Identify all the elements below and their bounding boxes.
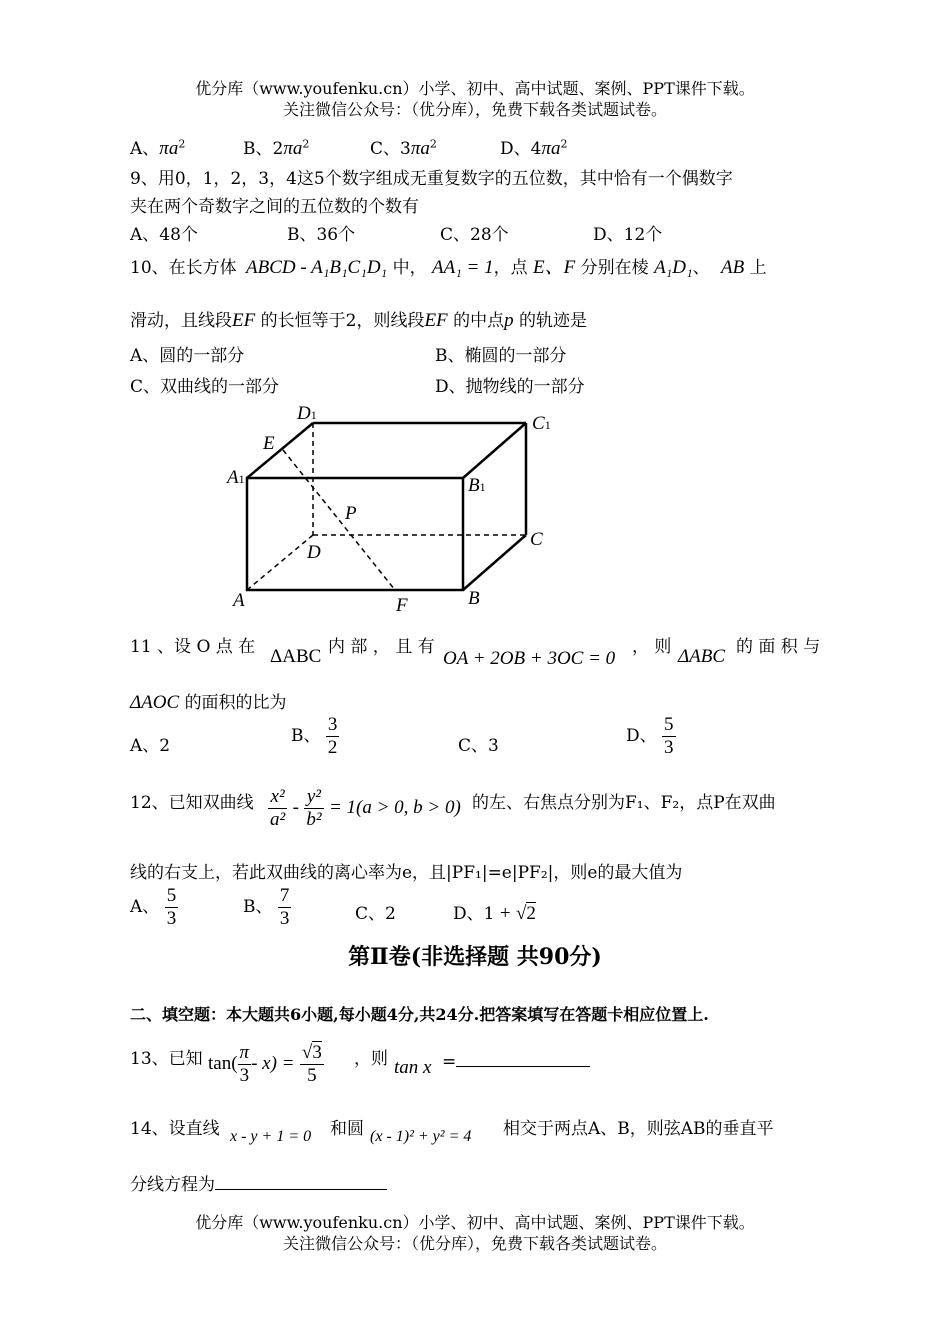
header-line-1: 优分库（www.youfenku.cn）小学、初中、高中试题、案例、PPT课件下载。 [195,79,755,98]
q9-text-line-2: 夹在两个奇数字之间的五位数的个数有 [130,197,419,217]
q10-option-c: C、双曲线的一部分 [130,377,280,397]
label-c: C [530,529,543,550]
q11-option-a: A、2 [130,736,171,756]
q11-stem-line-2: ΔAOC 的面积的比为 [130,692,287,713]
q12-option-a: A、 $\frac{5}{3}$ [130,885,177,929]
q8-option-d: D、$4\pi a^2$ [500,137,568,159]
q8-option-b: B、$2\pi a^2$ [243,137,310,159]
q14-circle-equation: (x - 1)² + y² = 4 [370,1128,472,1145]
q10-stem-line-1: 10、在长方体 ABCD - A₁B₁C₁D₁ 中， AA₁ = 1，点 E、F 分别在棱 A₁D₁、 AB 上 [130,257,767,278]
label-d: D [307,542,321,563]
q11-stem-pre: 11 、设 O 点 在 [130,637,256,657]
q9-text-line-1: 9、用0，1，2，3，4这5个数字组成无重复数字的五位数，其中恰有一个偶数字 [130,169,733,189]
label-b1: B1 [468,475,486,496]
q10-stem-line-2: 滑动，且线段EF 的长恒等于2，则线段EF 的中点p 的轨迹是 [130,310,587,331]
label-d1: D1 [297,403,317,424]
q14-answer-line[interactable]: 分线方程为 [130,1170,387,1195]
q8-option-c: C、$3\pi a^2$ [370,137,437,159]
q11-stem-area: 的 面 积 与 [736,637,821,657]
q13-stem-then: ，则 [354,1049,388,1069]
footer-line-2: 关注微信公众号：（优分库），免费下载各类试题试卷。 [282,1234,667,1253]
part2-title: 第Ⅱ卷(非选择题 共90分) [348,944,602,970]
label-a: A [233,590,245,611]
edge-d-a [247,535,313,590]
edge-c-b [463,535,526,590]
q11-option-d: D、 $\frac{5}{3}$ [626,714,674,758]
q11-triangle-abc-2: ΔABC [678,646,726,667]
q14-stem-and: 和圆 [330,1119,364,1139]
q8-option-a: A、$\pi a^2$ [130,137,186,159]
cuboid-figure [215,395,575,620]
q10-option-b: B、椭圆的一部分 [435,346,567,366]
q12-stem-post: 的左、右焦点分别为F₁、F₂，点P在双曲 [472,793,776,813]
footer-line-1: 优分库（www.youfenku.cn）小学、初中、高中试题、案例、PPT课件下载。 [195,1213,755,1232]
edge-a1-d1 [247,423,313,478]
q14-stem-post: 相交于两点A、B，则弦AB的垂直平 [503,1119,774,1139]
q9-option-d: D、12个 [593,225,663,245]
q13-answer-blank[interactable]: = [442,1048,590,1072]
header-line-2: 关注微信公众号：（优分库），免费下载各类试题试卷。 [282,100,667,119]
q12-option-c: C、2 [355,904,396,924]
label-p: P [345,503,357,524]
q11-option-b: B、 $\frac{3}{2}$ [291,714,338,758]
label-e: E [263,433,275,454]
q13-stem-pre: 13、已知 [130,1049,203,1069]
q13-equation: tan( $\frac{\pi}{3}$ - x) = $\frac{√3}{5}$ [208,1042,322,1086]
q11-stem-inside: 内 部 ， 且 有 [328,637,435,657]
q10-option-a: A、圆的一部分 [130,346,245,366]
label-a1: A1 [227,467,245,488]
segment-ef [283,450,395,590]
q12-option-b: B、 $\frac{7}{3}$ [243,885,290,929]
q10-option-d: D、抛物线的一部分 [435,377,585,397]
label-c1: C1 [532,413,551,434]
q13-tan-x: tan x [394,1057,432,1078]
q12-hyperbola-equation: $\frac{\text{x²}}{\text{a²}}$ - $\frac{\text{y²}}{\text{b²}}$ = 1(a > 0, b > 0) [270,786,461,830]
q14-stem-pre: 14、设直线 [130,1119,220,1139]
q9-option-c: C、28个 [440,225,509,245]
q11-vector-equation: OA + 2OB + 3OC = 0 [443,648,616,669]
q11-option-c: C、3 [458,736,499,756]
section-fill-in-heading: 二、填空题：本大题共6小题,每小题4分,共24分.把答案填写在答题卡相应位置上. [130,1005,709,1024]
q9-option-b: B、36个 [287,225,356,245]
q12-stem-pre: 12、已知双曲线 [130,793,254,813]
q11-triangle-abc: ΔABC [270,646,322,667]
q12-stem-line-2: 线的右支上，若此双曲线的离心率为e，且|PF₁|=e|PF₂|，则e的最大值为 [130,863,683,883]
q11-stem-then: ， 则 [632,637,672,657]
q14-line-equation: x - y + 1 = 0 [230,1128,312,1145]
label-b: B [468,588,480,609]
q9-option-a: A、48个 [130,225,198,245]
q12-option-d: D、1 + √2 [453,903,536,924]
edge-c1-b1 [463,423,526,478]
front-face [247,478,463,590]
label-f: F [396,595,408,616]
